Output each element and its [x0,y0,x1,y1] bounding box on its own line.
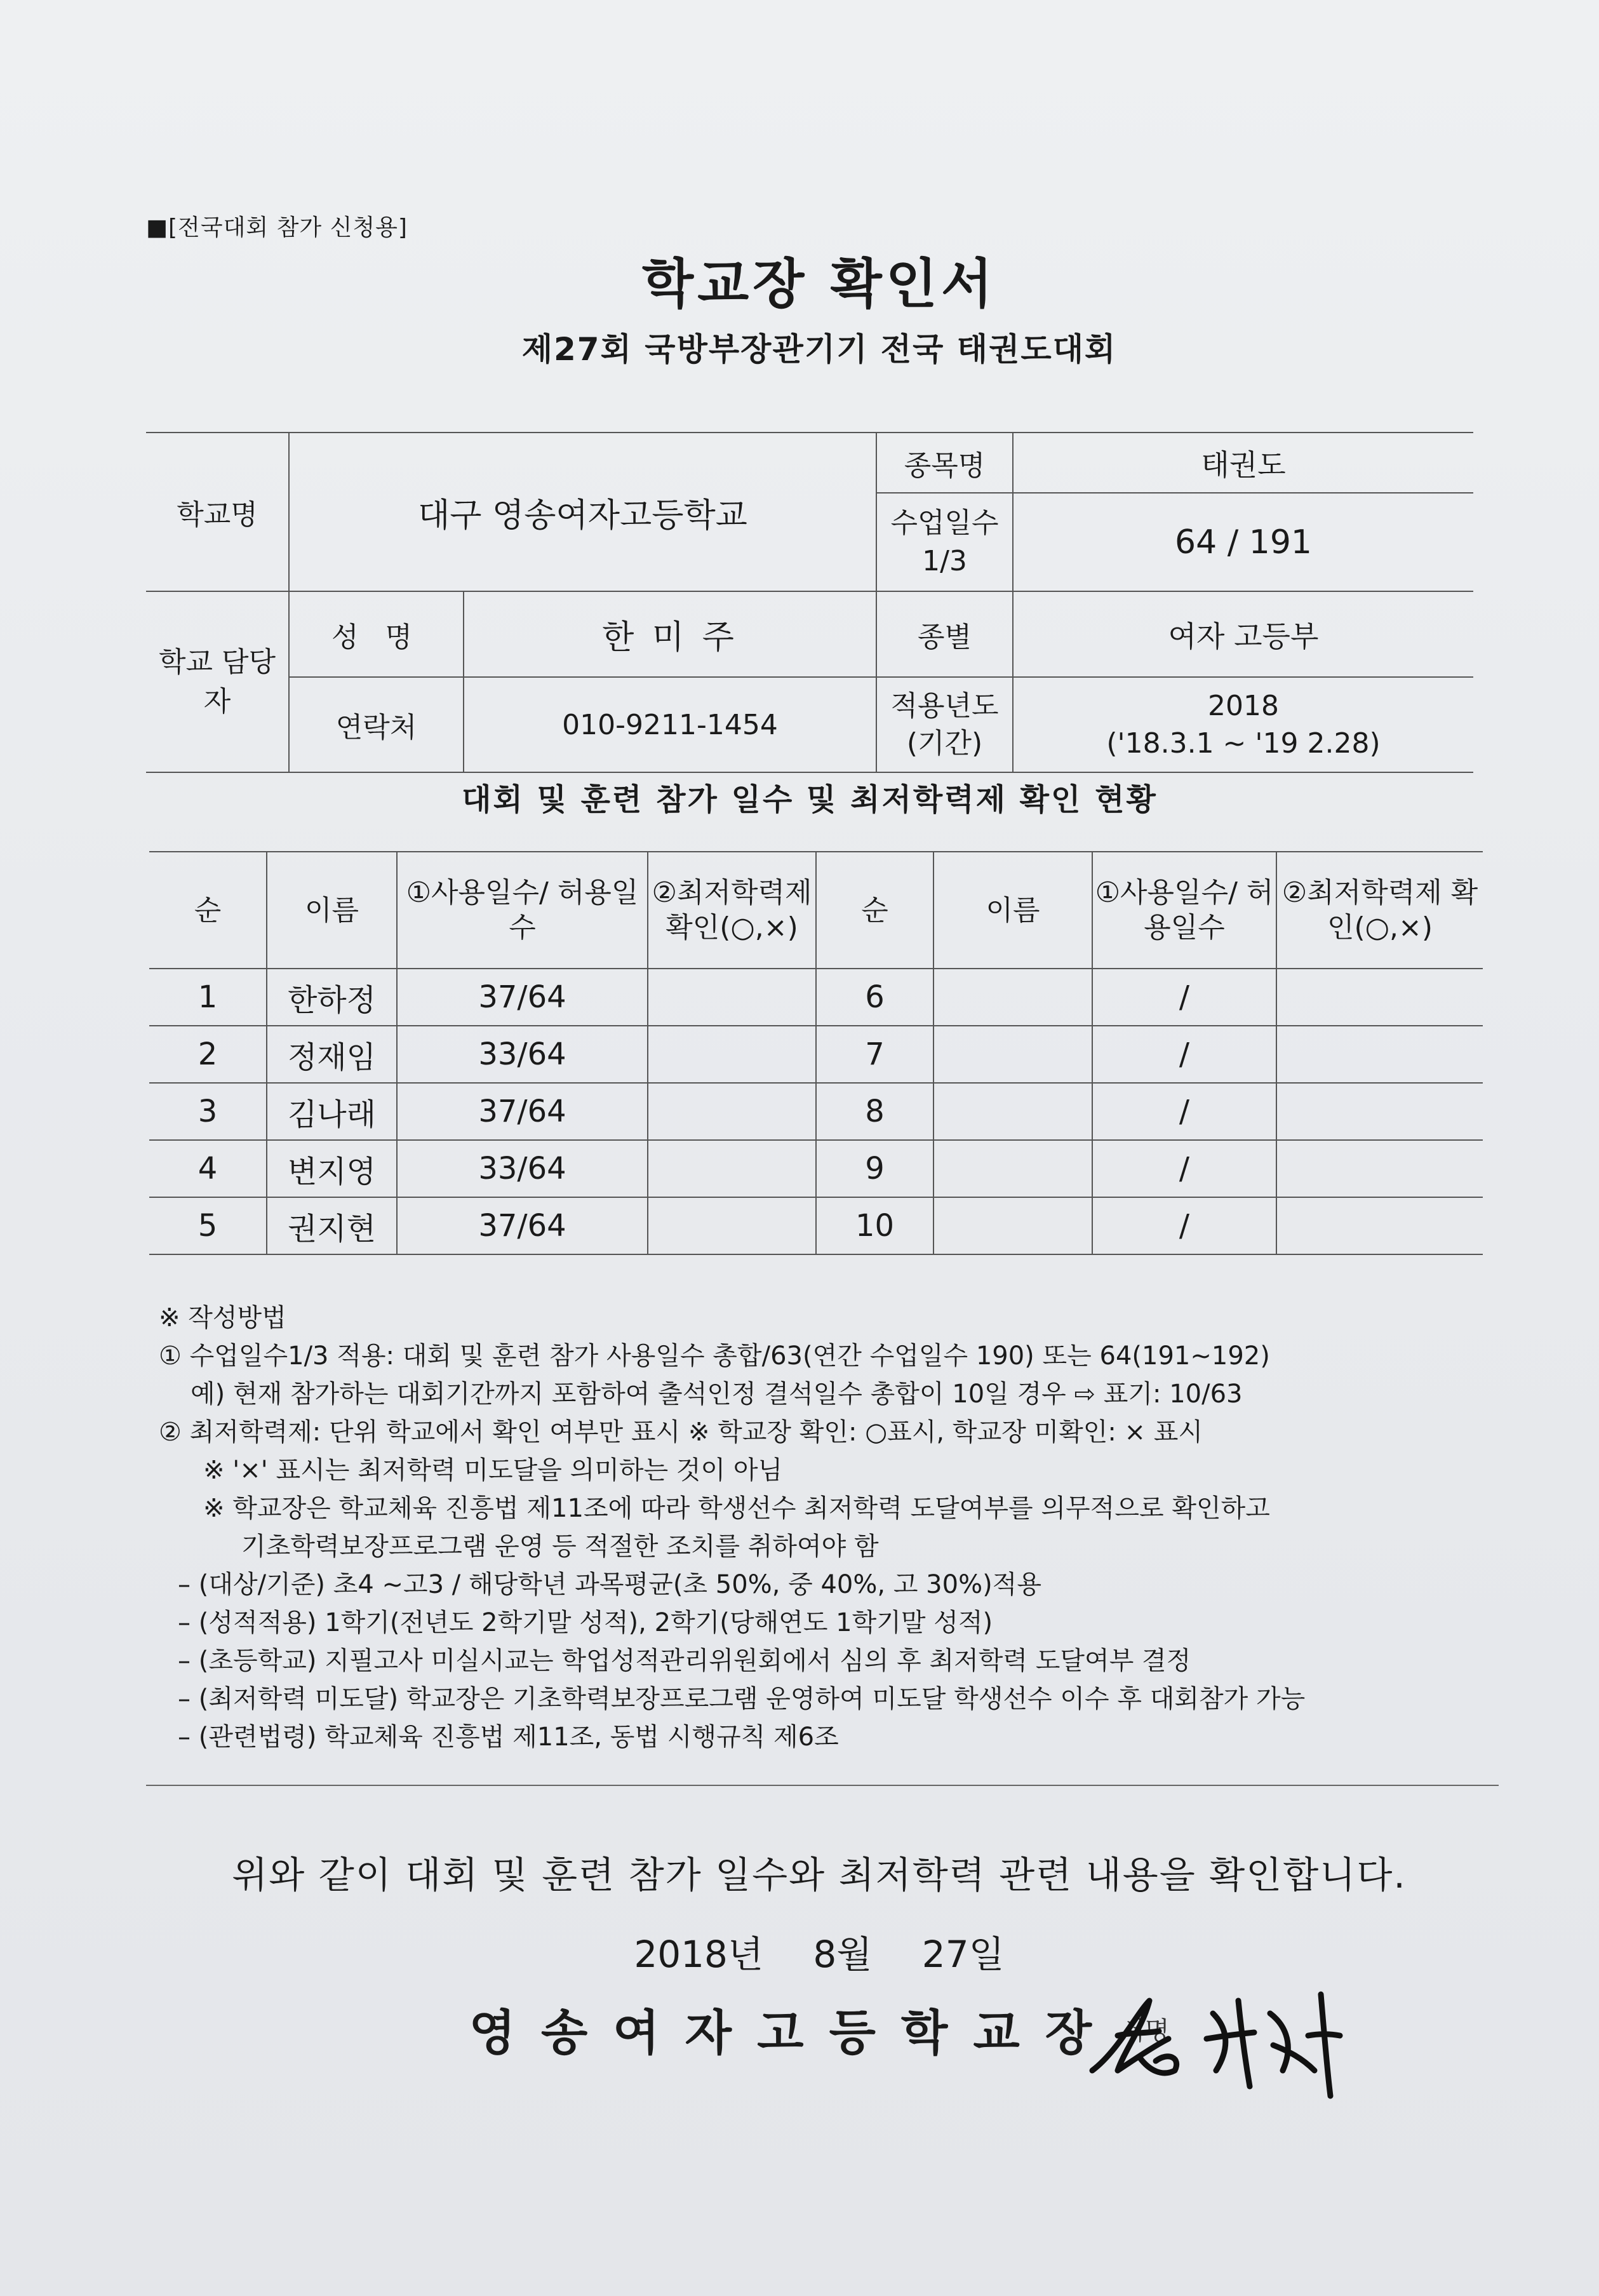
year: 2018 [1208,689,1279,722]
row-days-2: / [1092,1197,1276,1254]
row-no-2: 6 [816,969,933,1026]
row-days: 37/64 [397,1197,648,1254]
confirmation-text: 위와 같이 대회 및 훈련 참가 일수와 최저학력 관련 내용을 확인합니다. [232,1853,1407,1897]
contact-label: 연락처 [289,677,464,772]
table-row [149,969,1483,1026]
table-row [149,1197,1483,1254]
note-line: – (관련법령) 학교체육 진흥법 제11조, 동법 시행규칙 제6조 [178,1722,839,1752]
date-year: 2018년 [634,1933,763,1976]
row-days-2: / [1092,969,1276,1026]
table-row [149,1026,1483,1083]
row-check-2 [1276,1083,1483,1140]
class-days-label: 수업일수 1/3 [876,493,1013,591]
row-no: 5 [149,1197,267,1254]
row-name-2 [933,969,1092,1026]
row-no-2: 8 [816,1083,933,1140]
row-no-2: 9 [816,1140,933,1197]
row-no: 1 [149,969,267,1026]
table-row [149,1083,1483,1140]
note-line: 예) 현재 참가하는 대회기간까지 포함하여 출석인정 결석일수 총합이 10일 경우 ⇨ 표기: 10/63 [191,1380,1243,1409]
note-line: – (최저학력 미도달) 학교장은 기초학력보장프로그램 운영하여 미도달 학생선수 이수 후 대회참가 가능 [178,1684,1306,1714]
note-line: ② 최저학력제: 단위 학교에서 확인 여부만 표시 ※ 학교장 확인: ○표시, 학교장 미확인: × 표시 [159,1418,1203,1447]
records-title: 대회 및 훈련 참가 일수 및 최저학력제 확인 현황 [462,782,1158,817]
row-no: 4 [149,1140,267,1197]
class-days-value: 64 / 191 [1013,493,1473,591]
row-days-2: / [1092,1140,1276,1197]
note-line: – (대상/기준) 초4 ~고3 / 해당학년 과목평균(초 50%, 중 40%, 고 30%)적용 [178,1570,1041,1599]
event-value: 태권도 [1013,433,1473,493]
row-check [648,1083,816,1140]
row-name: 김나래 [267,1083,397,1140]
row-no-2: 10 [816,1197,933,1254]
row-name: 변지영 [267,1140,397,1197]
row-no-2: 7 [816,1026,933,1083]
form-tag: ■[전국대회 참가 신청용] [146,215,408,241]
page-subtitle: 제27회 국방부장관기기 전국 태권도대회 [521,331,1117,368]
row-name-2 [933,1083,1092,1140]
row-days-2: / [1092,1083,1276,1140]
header-check: ②최저학력제 확인(○,×) [648,852,816,969]
year-label: 적용년도 (기간) [876,677,1013,772]
header-check-2: ②최저학력제 확인(○,×) [1276,852,1483,969]
category-label: 종별 [876,591,1013,677]
records-table [149,851,1483,1255]
row-name: 한하정 [267,969,397,1026]
header-no-2: 순 [816,852,933,969]
event-label: 종목명 [876,433,1013,493]
row-days: 37/64 [397,1083,648,1140]
period: ('18.3.1 ~ '19 2.28) [1106,727,1381,760]
note-line: ※ '×' 표시는 최저학력 미도달을 의미하는 것이 아님 [203,1456,783,1485]
note-line: – (초등학교) 지필고사 미실시교는 학업성적관리위원회에서 심의 후 최저학력 도달여부 결정 [178,1646,1191,1675]
note-line: 기초학력보장프로그램 운영 등 적절한 조치를 취하여야 함 [241,1532,879,1561]
note-line: ※ 작성방법 [159,1303,286,1333]
seal-label: 서명 [1120,2017,1170,2046]
row-check-2 [1276,969,1483,1026]
header-days-2: ①사용일수/ 허용일수 [1092,852,1276,969]
date-day: 27일 [921,1933,1005,1976]
manager-name: 한 미 주 [464,591,876,677]
header-name: 이름 [267,852,397,969]
category-value: 여자 고등부 [1013,591,1473,677]
row-no: 3 [149,1083,267,1140]
school-label: 학교명 [146,433,289,591]
row-check [648,1140,816,1197]
row-name: 정재임 [267,1026,397,1083]
divider [146,1785,1499,1786]
row-name-2 [933,1197,1092,1254]
row-check-2 [1276,1026,1483,1083]
row-name: 권지현 [267,1197,397,1254]
row-days-2: / [1092,1026,1276,1083]
row-no: 2 [149,1026,267,1083]
issue-date [146,1924,1492,1978]
school-info-table [146,432,1473,773]
year-value [1013,677,1473,772]
date-month: 8월 [813,1933,873,1976]
handwritten-signature [1080,1975,1346,2102]
row-check-2 [1276,1197,1483,1254]
table-row [149,1140,1483,1197]
row-days: 37/64 [397,969,648,1026]
row-check [648,1026,816,1083]
manager-label: 학교 담당자 [146,591,289,772]
header-no: 순 [149,852,267,969]
principal-title: 영송여자고등학교장 [469,2004,1118,2061]
header-days: ①사용일수/ 허용일수 [397,852,648,969]
page-title: 학교장 확인서 [641,253,997,315]
note-line: ※ 학교장은 학교체육 진흥법 제11조에 따라 학생선수 최저학력 도달여부를 의무적으로 확인하고 [203,1494,1270,1523]
note-line: – (성적적용) 1학기(전년도 2학기말 성적), 2학기(당해연도 1학기말 성적) [178,1608,993,1637]
signature-row [146,1994,1492,2064]
note-line: ① 수업일수1/3 적용: 대회 및 훈련 참가 사용일수 총합/63(연간 수업일수 190) 또는 64(191~192) [159,1341,1270,1371]
row-days: 33/64 [397,1026,648,1083]
row-check-2 [1276,1140,1483,1197]
notes-section [159,1299,1505,1756]
row-days: 33/64 [397,1140,648,1197]
contact-value: 010-9211-1454 [464,677,876,772]
school-name: 대구 영송여자고등학교 [289,433,876,591]
row-check [648,1197,816,1254]
row-check [648,969,816,1026]
header-name-2: 이름 [933,852,1092,969]
name-label: 성 명 [289,591,464,677]
row-name-2 [933,1140,1092,1197]
row-name-2 [933,1026,1092,1083]
